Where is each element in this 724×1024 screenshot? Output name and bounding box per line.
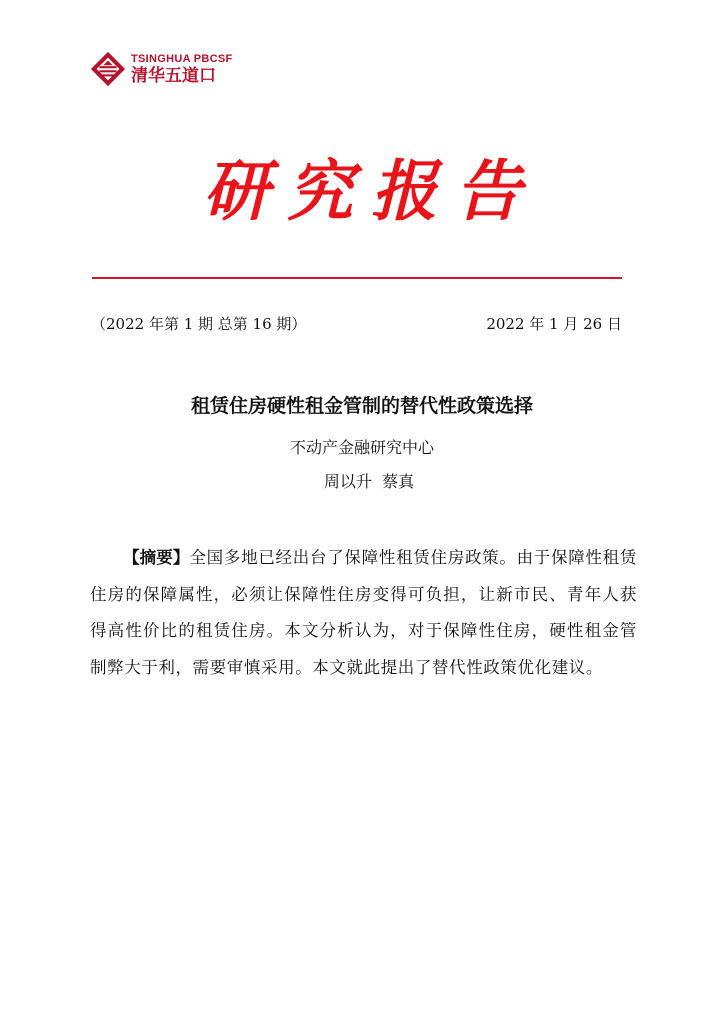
abstract-text: 全国多地已经出台了保障性租赁住房政策。由于保障性租赁住房的保障属性，必须让保障性住房变得可负担，让新市民、青年人获得高性价比的租赁住房。本文分析认为，对于保障性住房，硬性租金管制弊大于利，需要审慎采用。本文就此提出了替代性政策优化建议。 xyxy=(90,548,637,677)
tsinghua-pbcsf-logo-icon xyxy=(89,50,127,88)
logo-name-en: TSINGHUA PBCSF xyxy=(131,52,233,65)
logo-text xyxy=(131,54,233,85)
logo-name-cn: 清华五道口 xyxy=(131,65,216,86)
report-title: 研究报告 xyxy=(203,152,539,230)
paper-authors: 周以升 蔡真 xyxy=(323,472,415,491)
abstract-paragraph xyxy=(90,540,637,686)
issue-volume: （2022 年第 1 期 总第 16 期） xyxy=(91,315,307,333)
issue-date: 2022 年 1 月 26 日 xyxy=(486,315,622,333)
header-divider xyxy=(92,277,622,279)
paper-institution: 不动产金融研究中心 xyxy=(289,438,434,457)
institution-logo xyxy=(89,50,233,88)
paper-title: 租赁住房硬性租金管制的替代性政策选择 xyxy=(190,395,533,417)
abstract-label: 【摘要】 xyxy=(123,548,190,567)
